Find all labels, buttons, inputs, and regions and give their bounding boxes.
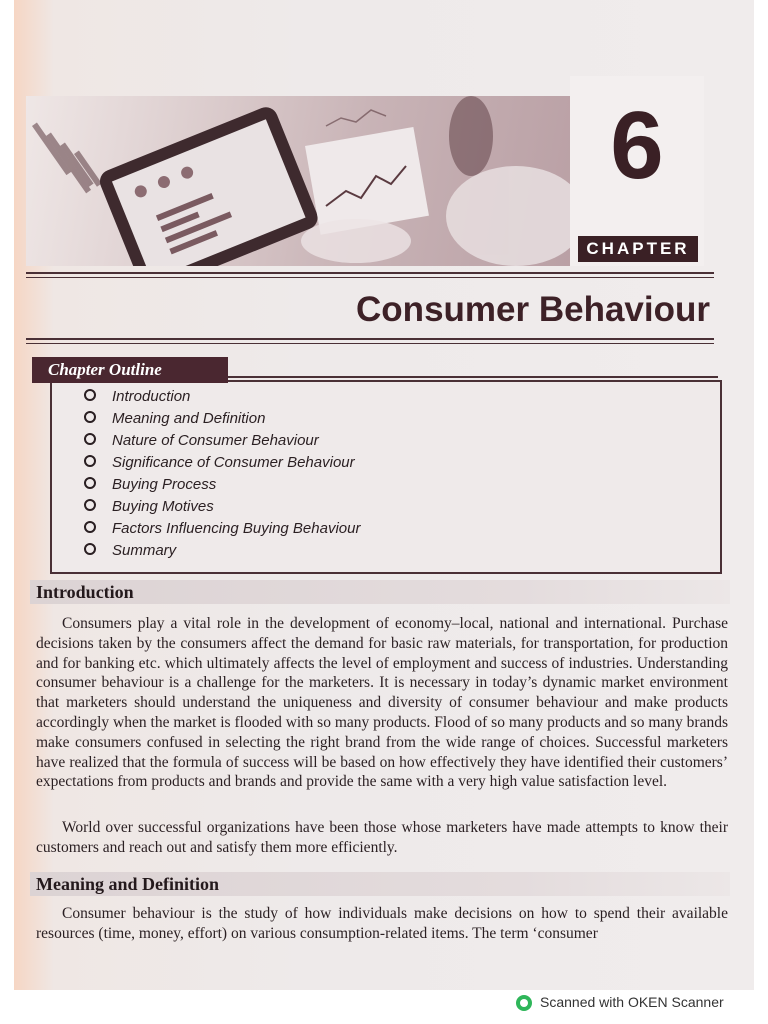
introduction-heading: Introduction [30,580,730,604]
introduction-paragraph-2: World over successful organizations have been those whose marketers have made attempts to know their customers and reach out and satisfy them more efficiently. [36,819,728,856]
hand-typing-illustration [301,219,411,263]
circle-bullet-icon [84,455,96,467]
circle-bullet-icon [84,433,96,445]
scanned-page [14,0,754,990]
scanner-watermark-text: Scanned with OKEN Scanner [540,994,724,1010]
line-chart-paper-illustration [305,110,429,235]
chapter-outline-heading: Chapter Outline [32,357,228,383]
title-bottom-rule [26,338,714,340]
chapter-label: CHAPTER [578,236,698,262]
chapter-header-illustration [26,96,582,266]
chapter-title: Consumer Behaviour [356,290,710,329]
circle-bullet-icon [84,499,96,511]
outline-tab-line [228,376,718,378]
outline-item-label: Nature of Consumer Behaviour [112,432,319,449]
meaning-definition-paragraph: Consumer behaviour is the study of how individuals make decisions on how to spend their available resources (time, money, effort) on various consumption-related items. The term ‘consumer [36,905,728,942]
title-top-rule-thin [26,277,714,278]
outline-item-label: Factors Influencing Buying Behaviour [112,520,361,537]
title-bottom-rule-thin [26,343,714,344]
tablet-illustration [96,104,321,266]
outline-item [84,452,360,474]
outline-item [84,386,360,408]
oken-scanner-logo-icon [516,995,532,1011]
outline-item [84,540,360,562]
outline-item-label: Summary [112,542,177,559]
chapter-number-box [570,76,704,266]
outline-item-label: Buying Process [112,476,217,493]
hand-on-mouse-illustration [446,96,582,266]
chapter-number: 6 [610,92,664,199]
outline-item-label: Meaning and Definition [112,410,266,427]
bar-chart-paper-illustration [32,123,102,194]
outline-item [84,430,360,452]
circle-bullet-icon [84,521,96,533]
title-top-rule [26,272,714,274]
outline-item-label: Introduction [112,388,191,405]
circle-bullet-icon [84,477,96,489]
circle-bullet-icon [84,543,96,555]
outline-item-label: Buying Motives [112,498,214,515]
introduction-paragraph-1: Consumers play a vital role in the development of economy–local, national and international. Purchase decisions taken by the consumers affect the demand for basic raw materials, for transportation, for production and for banking etc. which ultimately affects the level of employment and success of industries. Understanding consumer behaviour is a challenge for the marketers. It is necessary in today’s dynamic market environment that marketers should understand the uniqueness and diversity of consumer behaviour and make products accordingly when the market is flooded with so many products. Flood of so many products and so many brands make consumers confused in selecting the right brand from the wide range of choices. Successful marketers have realized that the formula of success will be based on how effectively they have identified their customers’ expectations from products and brands and provide the same with a very high value satisfaction level. [36,615,728,791]
outline-item-label: Significance of Consumer Behaviour [112,454,355,471]
circle-bullet-icon [84,411,96,423]
outline-item [84,474,360,496]
outline-item [84,408,360,430]
outline-item [84,518,360,540]
outline-item [84,496,360,518]
circle-bullet-icon [84,389,96,401]
chapter-outline-list [84,386,360,562]
business-charts-illustration [26,96,582,266]
scanner-watermark [516,990,724,1014]
meaning-definition-heading: Meaning and Definition [30,872,730,896]
